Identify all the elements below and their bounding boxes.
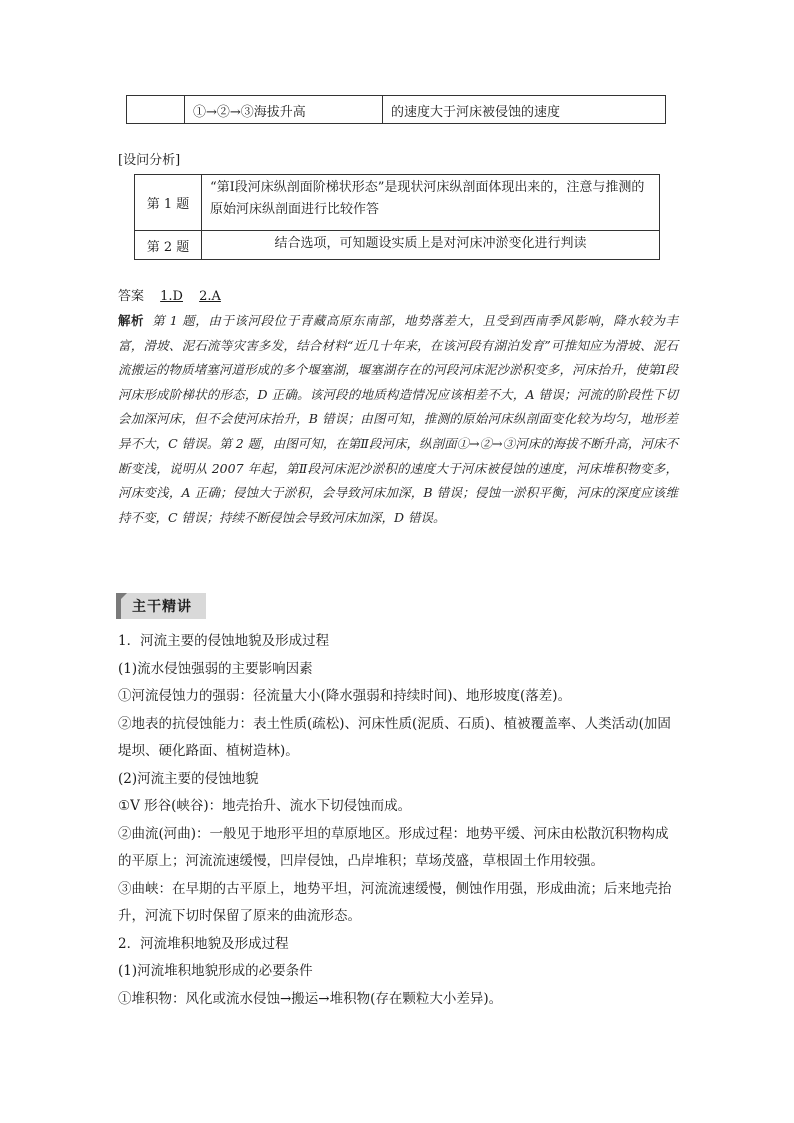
question-hint: “第Ⅰ段河床纵剖面阶梯状形态”是现状河床纵剖面体现出来的，注意与推测的原始河床纵剖面进行比较作答 [210, 180, 645, 217]
main-content [118, 628, 678, 1013]
banner-title: 主干精讲 [132, 599, 192, 615]
answer-item: 2.A [199, 289, 221, 304]
answer-line [118, 285, 221, 304]
paragraph: ①堆积物：风化或流水侵蚀→搬运→堆积物(存在颗粒大小差异)。 [118, 990, 503, 1007]
question-analysis-table [134, 174, 660, 260]
paragraph: ②曲流(河曲)：一般见于地形平坦的草原地区。形成过程：地势平缓、河床由松散沉积物构成的平原上；河流流速缓慢，凹岸侵蚀，凸岸堆积；草场茂盛，草根固土作用较强。 [118, 825, 669, 869]
answer-label: 答案 [118, 289, 145, 304]
subheading: (1)河流堆积地貌形成的必要条件 [118, 963, 313, 979]
question-hint: 结合选项，可知题设实质上是对河床冲淤变化进行判读 [274, 236, 587, 251]
banner-corner [121, 593, 127, 599]
heading-2: 2．河流堆积地貌及形成过程 [118, 935, 289, 952]
top-table-fragment [126, 95, 666, 124]
paragraph: ②地表的抗侵蚀能力：表土性质(疏松)、河床性质(泥质、石质)、植被覆盖率、人类活动(加固堤坝、硬化路面、植树造林)。 [118, 715, 671, 759]
table-row [135, 175, 659, 230]
question-number: 第 1 题 [135, 175, 202, 230]
analysis-label: 解析 [118, 313, 145, 328]
section-label: [设问分析] [118, 153, 181, 168]
question-number: 第 2 题 [135, 231, 202, 259]
paragraph: ①河流侵蚀力的强弱：径流量大小(降水强弱和持续时间)、地形坡度(落差)。 [118, 688, 572, 704]
table-cell-empty [127, 96, 185, 123]
paragraph: ①V 形谷(峡谷)：地壳抬升、流水下切侵蚀而成。 [118, 798, 412, 814]
table-row [135, 230, 659, 259]
subheading: (1)流水侵蚀强弱的主要影响因素 [118, 660, 313, 677]
paragraph: ③曲峡：在早期的古平原上，地势平坦，河流流速缓慢，侧蚀作用强，形成曲流；后来地壳抬升，河流下切时保留了原来的曲流形态。 [118, 880, 672, 924]
subheading: (2)河流主要的侵蚀地貌 [118, 770, 259, 787]
table-cell-sequence: ①→②→③海拔升高 [185, 96, 383, 123]
answer-item: 1.D [160, 289, 183, 304]
analysis-paragraph [118, 309, 678, 530]
heading-1: 1．河流主要的侵蚀地貌及形成过程 [118, 633, 330, 649]
section-banner [116, 593, 206, 619]
table-cell-description: 的速度大于河床被侵蚀的速度 [391, 105, 561, 120]
analysis-text: 第 1 题，由于该河段位于青藏高原东南部，地势落差大，且受到西南季风影响，降水较为丰富，滑坡、泥石流等灾害多发，结合材料“近几十年来，在该河段有湖泊发育”可推知应为滑坡、泥石流搬运的物质堵塞河道形成的多个堰塞湖，堰塞湖存在的河段河床泥沙淤积变多，河床抬升，使第Ⅰ段河床形成阶梯状的形态，D 正确。该河段的地质构造情况应该相差不大，A 错误；河流的阶段性下切会加深河床，但不会使河床抬升，B 错误；由图可知，推测的原始河床纵剖面变化较为均匀，地形差异不大，C 错误。第 2 题，由图可知，在第Ⅱ段河床，纵剖面①→②→③河床的海拔不断升高，河床不断变浅，说明从 2007 年起，第Ⅱ段河床泥沙淤积的速度大于河床被侵蚀的速度，河床堆积物变多，河床变浅，A 正确；侵蚀大于淤积，会导致河床加深，B 错误；侵蚀一淤积平衡，河床的深度应该维持不变，C 错误；持续不断侵蚀会导致河床加深，D 错误。 [118, 313, 678, 525]
